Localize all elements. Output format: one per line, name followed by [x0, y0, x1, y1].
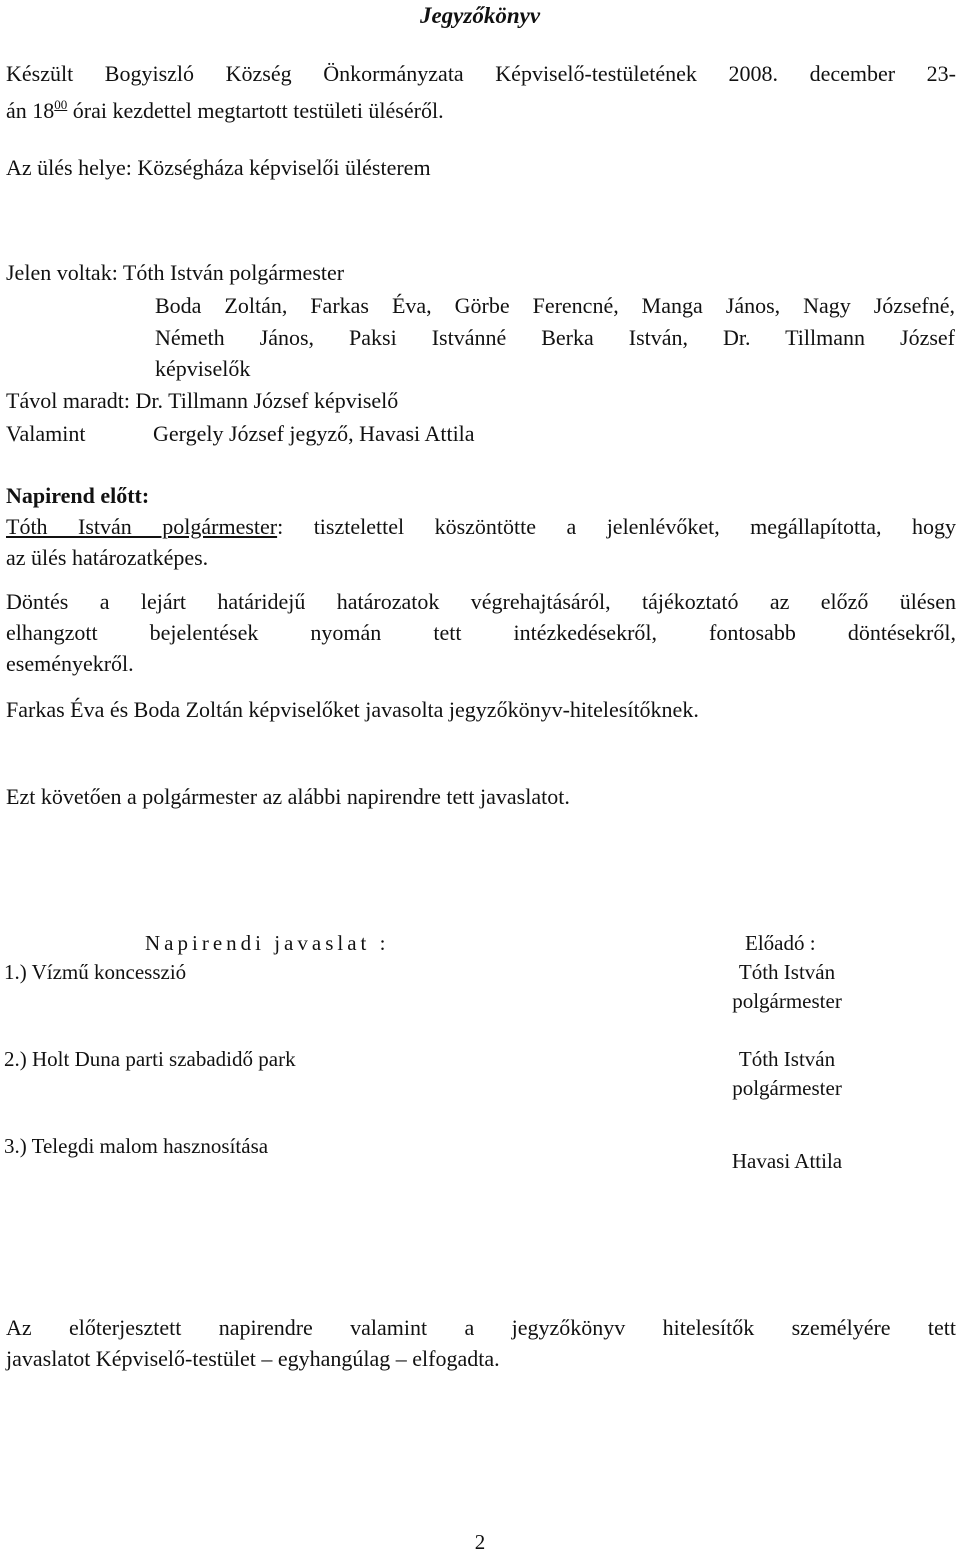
agenda-item-1-presenter: Tóth István: [738, 960, 836, 984]
present-line-2: Boda Zoltán, Farkas Éva, Görbe Ferencné, Manga János, Nagy Józsefné,: [155, 293, 955, 318]
present-label: Jelen voltak:: [6, 260, 123, 285]
speaker-line-2: az ülés határozatképes.: [6, 545, 209, 570]
decision-line-2: elhangzott bejelentések nyomán tett intézkedésekről, fontosabb döntésekről,: [6, 620, 956, 645]
intro-line-2-prefix: án 18: [6, 98, 55, 123]
speaker-text: : tisztelettel köszöntötte a jelenlévőket, megállapította, hogy: [277, 514, 956, 539]
intro-line-2: [6, 89, 444, 126]
agenda-item-2: 2.) Holt Duna parti szabadidő park: [4, 1047, 296, 1071]
closing-line-1: Az előterjesztett napirendre valamint a jegyzőkönyv hitelesítők személyére tett: [6, 1315, 956, 1340]
intro-time-superscript: 00: [54, 97, 68, 112]
presenter-heading: Előadó :: [745, 931, 816, 955]
speaker-name: Tóth István polgármester: [6, 514, 278, 539]
intro-line-1: Készült Bogyiszló Község Önkormányzata Képviselő-testületének 2008. december 23-: [6, 61, 956, 86]
authenticators-line: Farkas Éva és Boda Zoltán képviselőket javasolta jegyzőkönyv-hitelesítőknek.: [6, 697, 699, 722]
agenda-item-1: 1.) Vízmű koncesszió: [4, 960, 187, 984]
present-line-3: Németh János, Paksi Istvánné Berka István, Dr. Tillmann József: [155, 325, 955, 350]
page-number: 2: [474, 1530, 486, 1554]
present-line-4: képviselők: [155, 356, 251, 381]
closing-line-2: javaslatot Képviselő-testület – egyhangúlag – elfogadta.: [6, 1346, 500, 1371]
venue: Az ülés helye: Községháza képviselői ülésterem: [6, 155, 431, 180]
document-title: Jegyzőkönyv: [419, 3, 541, 28]
also-present-label: Valamint: [6, 421, 86, 446]
present-line-1: [6, 257, 344, 288]
decision-line-1: Döntés a lejárt határidejű határozatok végrehajtásáról, tájékoztató az előző ülésen: [6, 589, 956, 614]
decision-line-3: eseményekről.: [6, 651, 134, 676]
also-present-names: Gergely József jegyző, Havasi Attila: [153, 421, 475, 446]
intro-line-2-suffix: órai kezdettel megtartott testületi üléséről.: [67, 98, 444, 123]
before-agenda-heading: Napirend előtt:: [6, 483, 150, 508]
proposal-line: Ezt követően a polgármester az alábbi napirendre tett javaslatot.: [6, 784, 570, 809]
agenda-item-2-presenter-role: polgármester: [732, 1076, 842, 1100]
agenda-item-1-presenter-role: polgármester: [732, 989, 842, 1013]
agenda-item-3: 3.) Telegdi malom hasznosítása: [4, 1134, 269, 1158]
agenda-heading: Napirendi javaslat :: [145, 931, 390, 955]
agenda-item-2-presenter: Tóth István: [738, 1047, 836, 1071]
absent-line: Távol maradt: Dr. Tillmann József képviselő: [6, 388, 399, 413]
agenda-item-3-presenter: Havasi Attila: [731, 1149, 843, 1173]
present-mayor: Tóth István polgármester: [122, 260, 345, 285]
speaker-line-1: [6, 511, 956, 542]
